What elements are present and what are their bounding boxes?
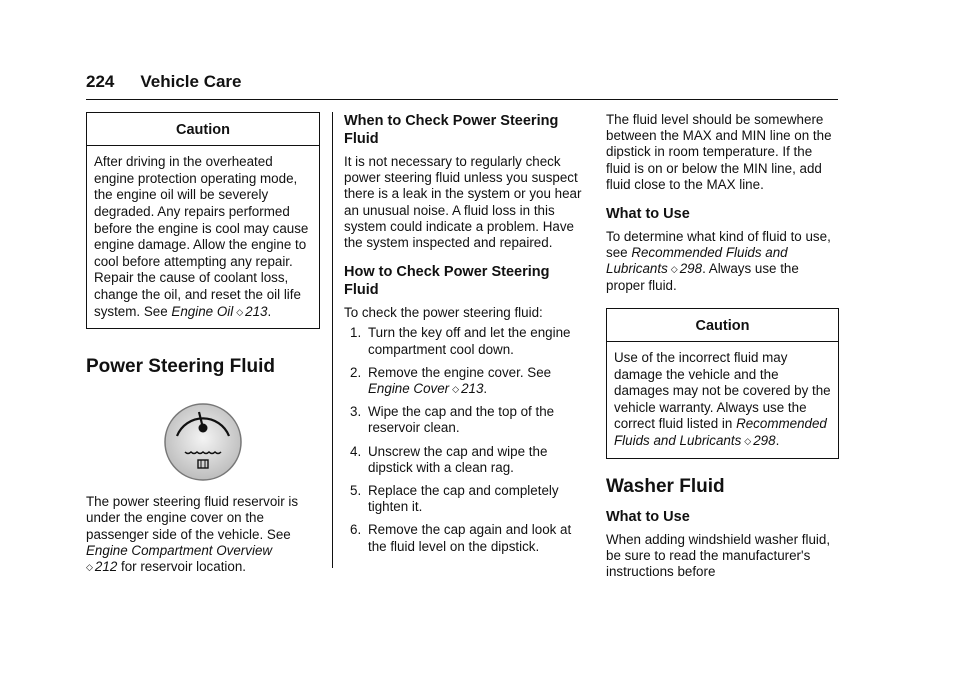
paragraph-text: The power steering fluid reservoir is under the engine cover on the passenger side of the vehicle. See xyxy=(86,494,299,542)
column-1 xyxy=(86,112,320,575)
what-to-use-paragraph: To determine what kind of fluid to use, see Recommended Fluids and Lubricants ◇ 298. Always use the proper fluid. xyxy=(606,229,831,293)
how-to-check-intro: To check the power steering fluid: xyxy=(344,305,543,321)
caution-text: After driving in the overheated engine protection operating mode, the engine oil will be severely degraded. Any repairs performed before the engine is cool may cause engine damage. Allow the engine to cool before attempting any repair. Repair the cause of coolant loss, change the oil, and reset the oil life system. See xyxy=(94,154,309,319)
header-rule xyxy=(86,99,838,100)
section-title-washer-fluid: Washer Fluid xyxy=(606,475,725,497)
page-reference-arrow-icon: ◇ xyxy=(744,436,752,446)
page-reference-arrow-icon: ◇ xyxy=(670,264,678,275)
list-item: 3. Wipe the cap and the top of the reservoir clean. xyxy=(350,404,555,436)
subsection-when-to-check: When to Check Power Steering Fluid xyxy=(344,113,559,147)
page-reference-arrow-icon: ◇ xyxy=(236,306,244,317)
section-name: Vehicle Care xyxy=(140,72,242,91)
link-engine-cover[interactable]: Engine Cover xyxy=(368,381,450,397)
page-header xyxy=(86,72,242,92)
page-ref-212[interactable]: 212 xyxy=(94,558,118,574)
link-engine-compartment-overview[interactable]: Engine Compartment Overview xyxy=(86,542,273,558)
caution-title: Caution xyxy=(607,309,838,342)
list-item: 2. Remove the engine cover. See Engine Cover ◇ 213. xyxy=(350,364,552,397)
link-recommended-fluids[interactable]: Recommended Fluids and Lubricants xyxy=(606,245,788,277)
column-divider xyxy=(332,112,333,568)
when-to-check-paragraph: It is not necessary to regularly check power steering fluid unless you suspect there is a leak in the system or you hear an unusual noise. A fluid loss in this system could indicate a problem. Have the system inspected and repaired. xyxy=(344,154,582,251)
subsection-washer-what-to-use: What to Use xyxy=(606,508,690,525)
steps-list xyxy=(344,325,582,554)
washer-paragraph: When adding windshield washer fluid, be sure to read the manufacturer's instructions before xyxy=(606,531,831,579)
list-item: 4. Unscrew the cap and wipe the dipstick with a clean rag. xyxy=(350,443,548,475)
fluid-level-paragraph: The fluid level should be somewhere between the MAX and MIN line on the dipstick in room temperature. If the fluid is on or below the MIN line, add fluid close to the MAX line. xyxy=(606,112,832,192)
page-ref-298[interactable]: 298 xyxy=(753,433,776,448)
reservoir-location-paragraph xyxy=(86,494,320,575)
column-3 xyxy=(606,112,839,580)
page-ref-213[interactable]: 213 xyxy=(245,303,268,319)
link-recommended-fluids[interactable]: Recommended Fluids and Lubricants xyxy=(614,416,827,448)
page-reference-arrow-icon: ◇ xyxy=(452,384,460,395)
page-reference-arrow-icon: ◇ xyxy=(86,561,93,572)
paragraph-tail: for reservoir location. xyxy=(117,558,247,574)
section-title-power-steering: Power Steering Fluid xyxy=(86,356,275,378)
list-item: 6. Remove the cap again and look at the fluid level on the dipstick. xyxy=(350,522,572,554)
subsection-what-to-use: What to Use xyxy=(606,206,690,223)
link-engine-oil[interactable]: Engine Oil xyxy=(171,303,234,319)
caution-box-fluid xyxy=(606,308,839,459)
list-item: 5. Replace the cap and completely tighten it. xyxy=(350,483,559,515)
list-item: 1. Turn the key off and let the engine compartment cool down. xyxy=(350,325,571,357)
caution-body: Use of the incorrect fluid may damage the vehicle and the damages may not be covered by the vehicle warranty. Always use the correct fluid listed in Recommended Fluids and Lubricants ◇ 298. xyxy=(614,350,831,448)
caution-body: After driving in the overheated engine protection operating mode, the engine oil will be severely degraded. Any repairs performed before the engine is cool may cause engine damage. Allow the engine to cool before attempting any repair. Repair the cause of coolant loss, change the oil, and reset the oil life system. See Engine Oil ◇ 213. xyxy=(94,154,309,319)
caution-title: Caution xyxy=(87,113,319,146)
power-steering-fluid-icon xyxy=(163,402,243,482)
caution-box-coolant xyxy=(86,112,320,329)
page-number: 224 xyxy=(86,72,115,91)
column-2 xyxy=(344,112,582,562)
subsection-how-to-check: How to Check Power Steering Fluid xyxy=(344,264,550,299)
page-ref-213[interactable]: 213 xyxy=(461,381,484,397)
page-ref-298[interactable]: 298 xyxy=(679,261,703,277)
